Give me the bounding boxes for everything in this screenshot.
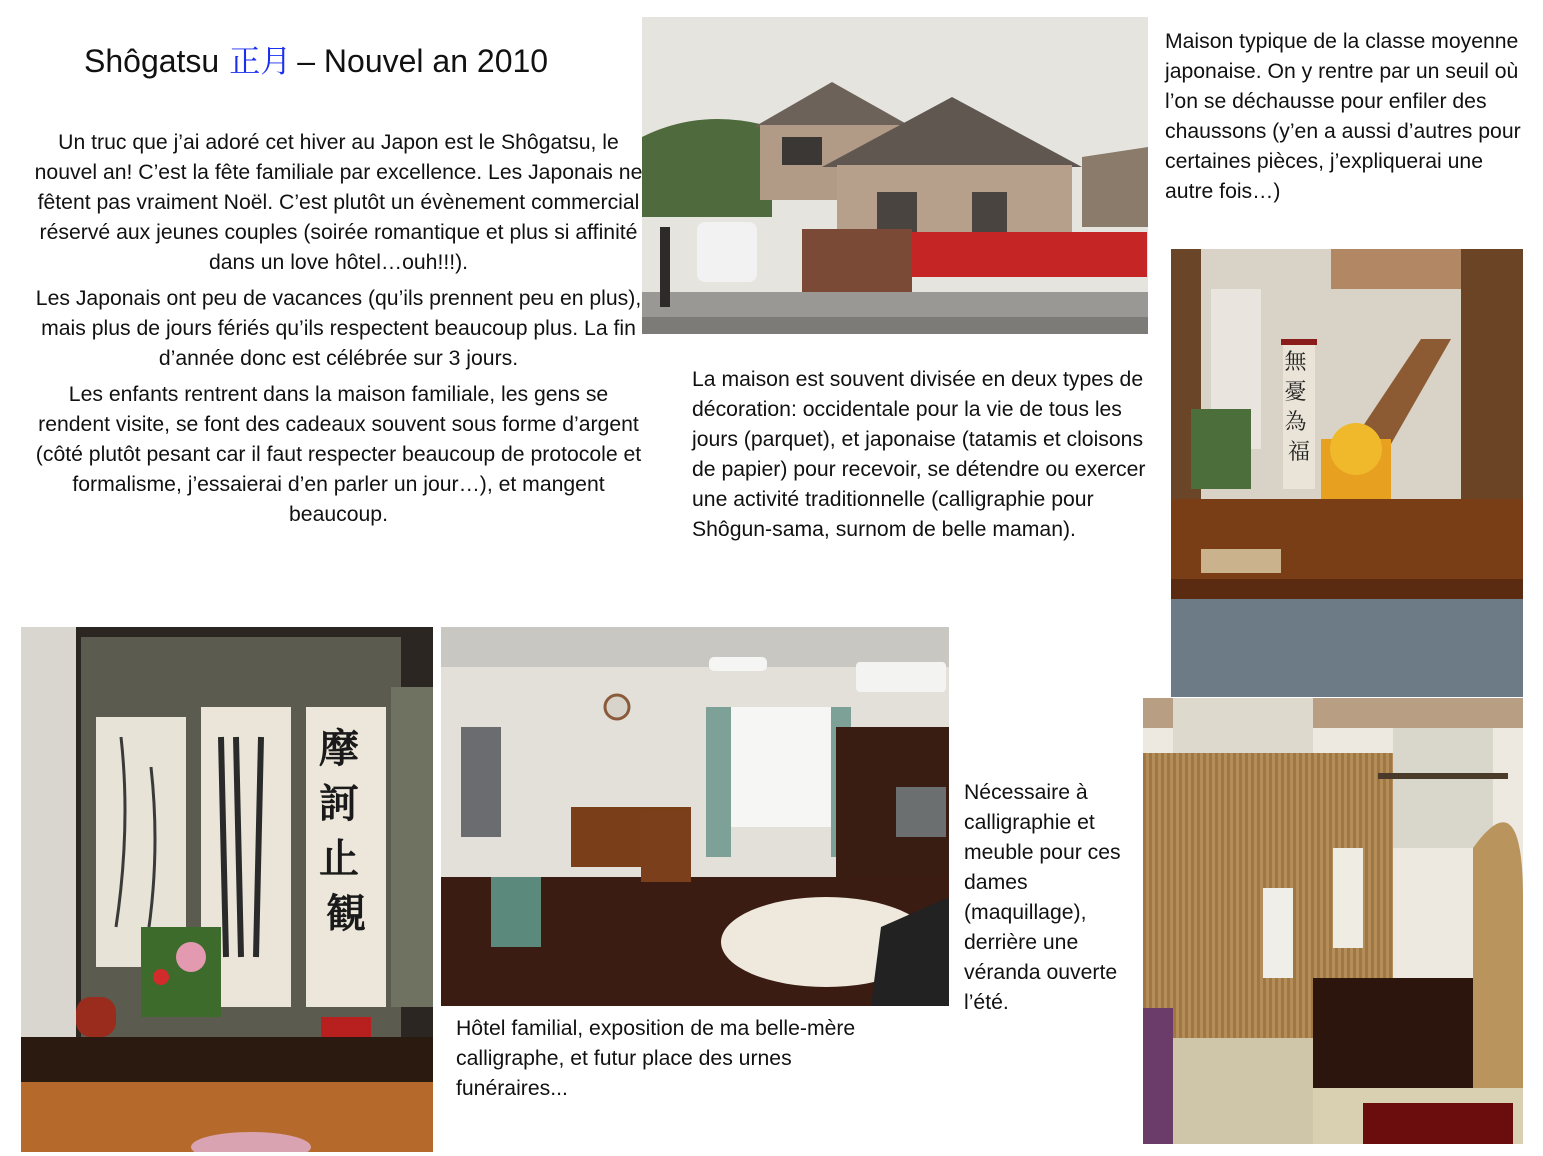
entrance-scroll-kanji: 無 憂 為 福 <box>1284 350 1311 465</box>
hotel-caption: Hôtel familial, exposition de ma belle-mère calligraphe, et futur place des urnes funéraires... <box>456 1017 856 1100</box>
living-room-photo <box>441 627 949 1006</box>
veranda-photo <box>1143 698 1523 1144</box>
intro-paragraph-3: Les enfants rentrent dans la maison familiale, les gens se rendent visite, se font des cadeaux souvent sous forme d’argent (côté plutôt pesant car il faut respecter beaucoup de protocole et formalisme, j’essaierai d’en parler un jour…), et mangent beaucoup. <box>35 383 642 526</box>
house-exterior-photo <box>642 17 1148 334</box>
decoration-caption: La maison est souvent divisée en deux types de décoration: occidentale pour la vie de tous les jours (parquet), et japonaise (tatamis et cloisons de papier) pour recevoir, se détendre ou exercer une activité traditionnelle (calligraphie pour Shôgun-sama, surnom de belle maman). <box>692 368 1146 541</box>
house-caption: Maison typique de la classe moyenne japonaise. On y rentre par un seuil où l’on se déchausse pour enfiler des chaussons (y’en a aussi d’autres pour certaines pièces, j’expliquerai une autre fois…) <box>1165 30 1521 203</box>
entrance-photo <box>1171 249 1523 697</box>
title-suffix: – Nouvel an 2010 <box>297 43 549 79</box>
alcove-scroll-kanji: 摩 訶 止 観 <box>319 726 366 937</box>
calligraphy-alcove-photo <box>21 627 433 1152</box>
intro-paragraph-1: Un truc que j’ai adoré cet hiver au Japon est le Shôgatsu, le nouvel an! C’est la fête familiale par excellence. Les Japonais ne fêtent pas vraiment Noël. C’est plutôt un évènement commercial réservé aux jeunes couples (soirée romantique et plus si affinité dans un love hôtel…ouh!!!). <box>34 131 643 274</box>
intro-paragraph-2: Les Japonais ont peu de vacances (qu’ils prennent peu en plus), mais plus de jours fériés qu’ils respectent beaucoup plus. La fin d’année donc est célébrée sur 3 jours. <box>35 287 642 370</box>
intro-text <box>30 128 647 536</box>
page-title <box>84 42 548 81</box>
meuble-caption: Nécessaire à calligraphie et meuble pour ces dames (maquillage), derrière une véranda ouverte l’été. <box>964 781 1121 1014</box>
title-kanji: 正月 <box>229 44 292 80</box>
title-prefix: Shôgatsu <box>84 43 220 79</box>
